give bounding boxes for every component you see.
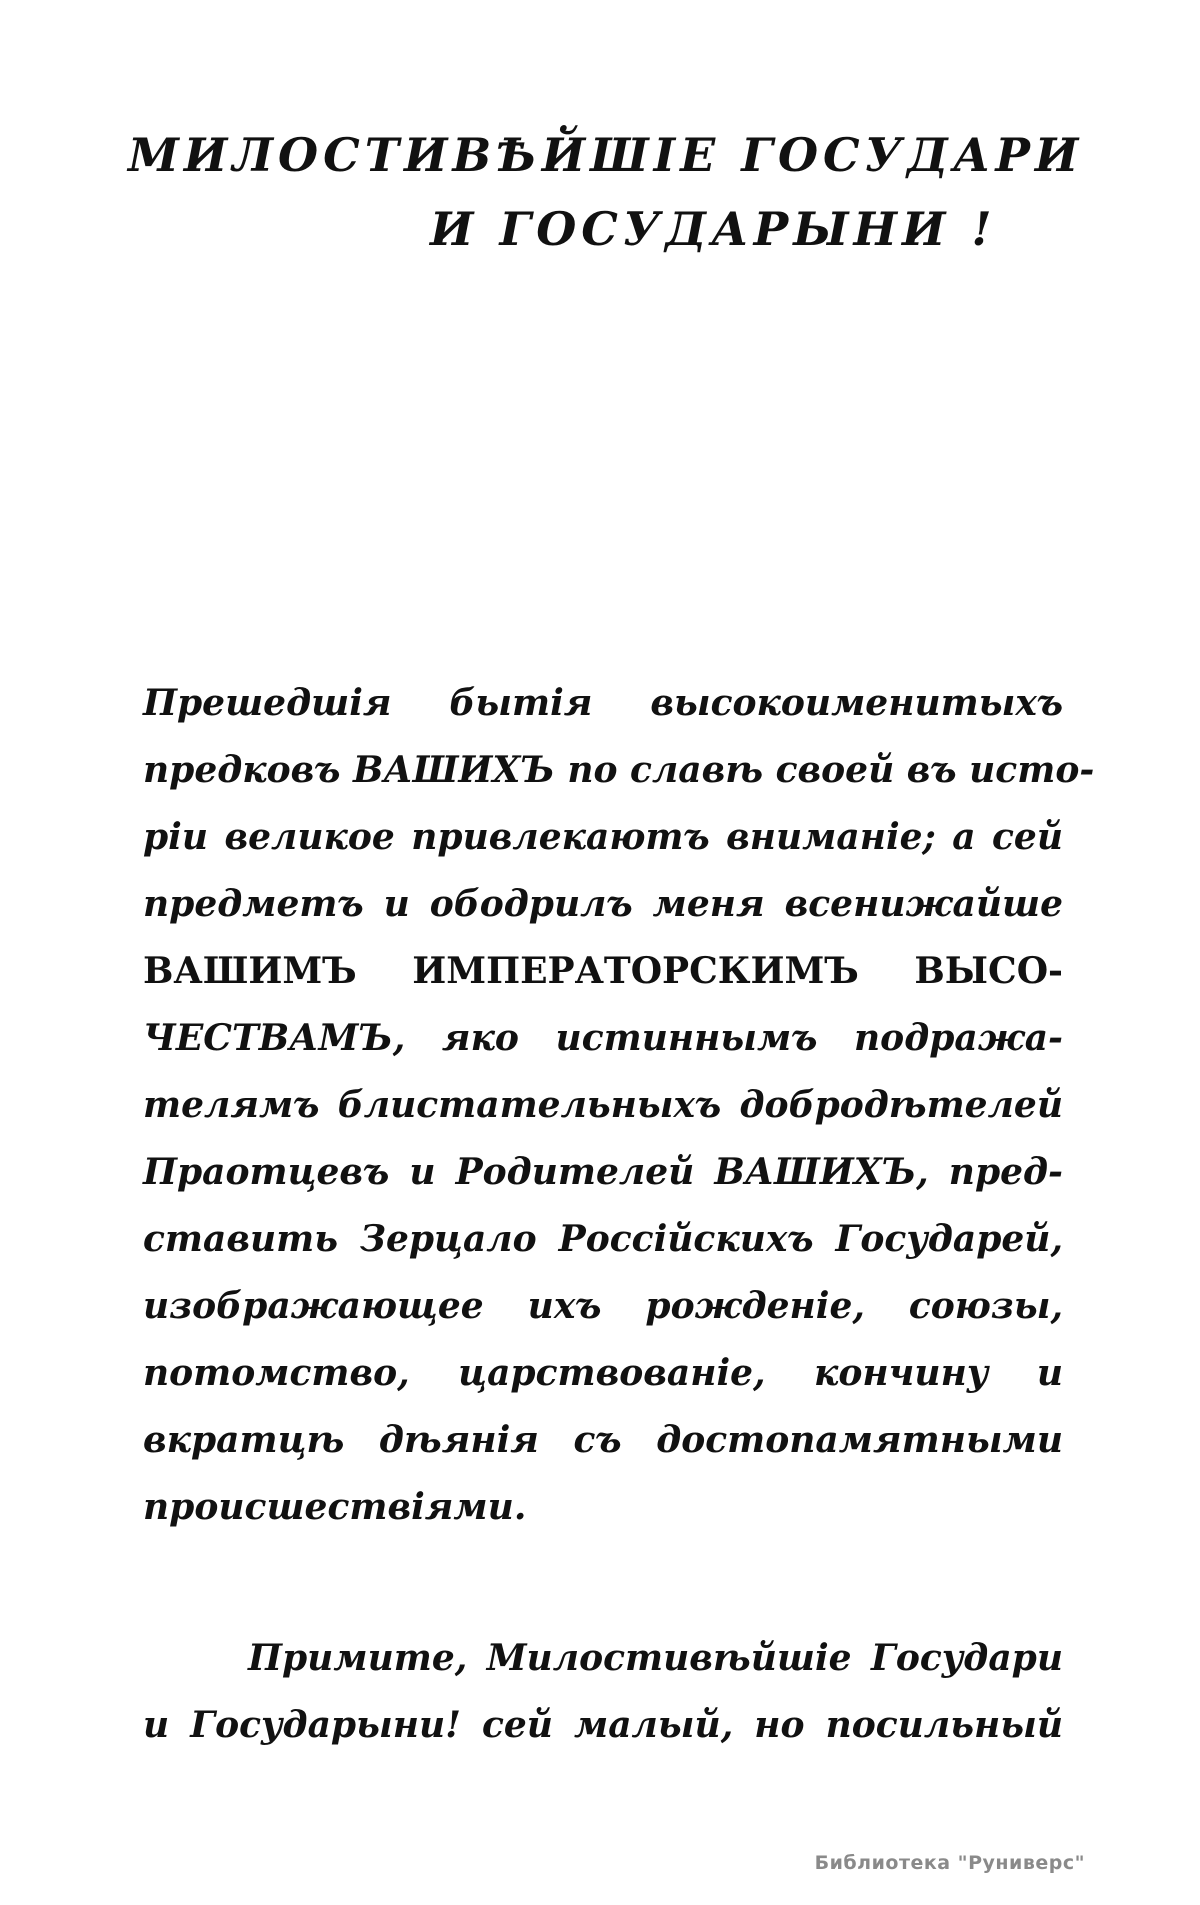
paragraph-line: изображающее ихъ рожденіе, союзы, bbox=[143, 1285, 1063, 1327]
heading-line-1: МИЛОСТИВѢЙШІЕ ГОСУДАРИ bbox=[128, 128, 1084, 182]
paragraph-line: ставить Зерцало Россійскихъ Государей, bbox=[143, 1218, 1063, 1260]
paragraph-line: ЧЕСТВАМЪ, яко истиннымъ подража- bbox=[143, 1017, 1063, 1059]
library-watermark: Библиотека "Руниверс" bbox=[814, 1852, 1085, 1874]
paragraph-1 bbox=[143, 670, 1095, 1541]
paragraph-line: Прешедшія бытія высокоименитыхъ bbox=[143, 682, 1063, 724]
paragraph-line: ВАШИМЪ ИМПЕРАТОРСКИМЪ ВЫСО- bbox=[143, 950, 1063, 992]
paragraph-line: Праотцевъ и Родителей ВАШИХЪ, пред- bbox=[143, 1151, 1063, 1193]
paragraph-line: и Государыни! сей малый, но посильный bbox=[143, 1704, 1063, 1746]
heading-line-2: И ГОСУДАРЫНИ ! bbox=[430, 202, 997, 256]
paragraph-2 bbox=[143, 1625, 1063, 1759]
paragraph-line: происшествіями. bbox=[143, 1486, 527, 1528]
paragraph-line: ріи великое привлекаютъ вниманіе; а сей bbox=[143, 816, 1063, 858]
paragraph-line: потомство, царствованіе, кончину и bbox=[143, 1352, 1063, 1394]
paragraph-line: предковъ ВАШИХЪ по славѣ своей въ исто- bbox=[143, 749, 1095, 791]
paragraph-line: предметъ и ободрилъ меня всенижайше bbox=[143, 883, 1063, 925]
paragraph-line: Примите, Милостивѣйшіе Государи bbox=[248, 1637, 1063, 1679]
paragraph-line: вкратцѣ дѣянія съ достопамятными bbox=[143, 1419, 1063, 1461]
paragraph-line: телямъ блистательныхъ добродѣтелей bbox=[143, 1084, 1063, 1126]
